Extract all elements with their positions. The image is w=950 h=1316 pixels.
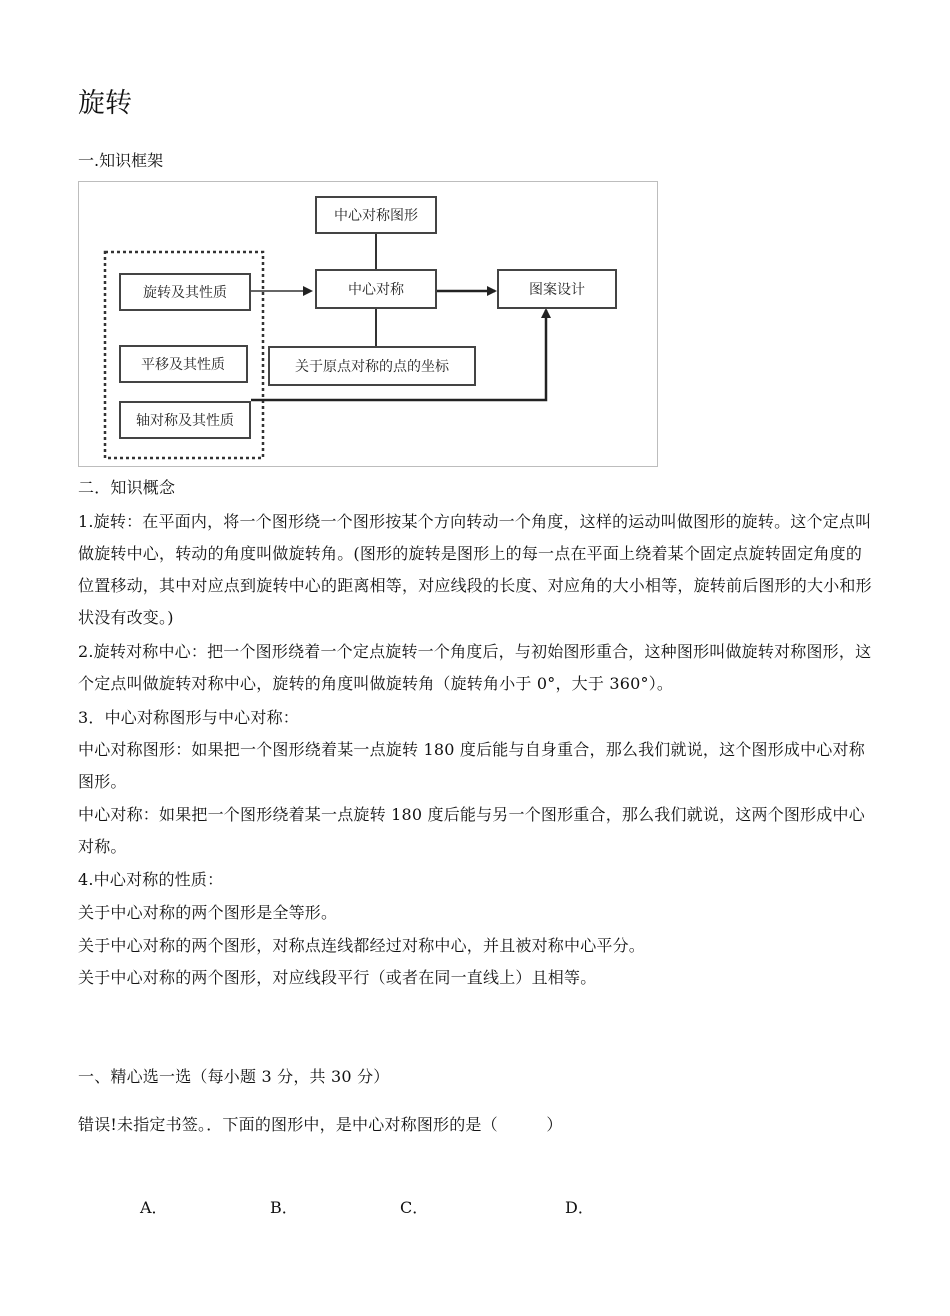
node-center-symmetry	[316, 270, 436, 308]
paragraph-central-symmetry: 中心对称：如果把一个图形绕着某一点旋转 180 度后能与另一个图形重合，那么我们就说，这两个图形成中心对称。	[78, 805, 865, 856]
knowledge-framework-diagram	[78, 181, 658, 467]
exercise-heading: 一、精心选一选（每小题 3 分，共 30 分）	[78, 1067, 390, 1086]
section-heading-concepts: 二．知识概念	[78, 478, 176, 497]
option-d[interactable]: D．	[565, 1198, 594, 1217]
svg-text:中心对称图形: 中心对称图形	[334, 208, 418, 224]
svg-text:图案设计: 图案设计	[529, 282, 585, 298]
paragraph-heading-central-symmetry: 3．中心对称图形与中心对称：	[78, 708, 299, 727]
node-pattern-design	[498, 270, 616, 308]
option-b[interactable]: B．	[270, 1198, 298, 1217]
svg-text:旋转及其性质: 旋转及其性质	[143, 285, 227, 301]
question-1: 错误!未指定书签。．下面的图形中，是中心对称图形的是（ ）	[78, 1115, 563, 1134]
paragraph-heading-properties: 4.中心对称的性质：	[78, 870, 224, 889]
node-origin-symmetric-coordinates	[269, 347, 475, 385]
svg-text:平移及其性质: 平移及其性质	[141, 357, 225, 373]
page-title: 旋转	[78, 88, 132, 119]
paragraph-rotational-symmetry: 2.旋转对称中心：把一个图形绕着一个定点旋转一个角度后，与初始图形重合，这种图形叫做旋转对称图形，这个定点叫做旋转对称中心，旋转的角度叫做旋转角（旋转角小于 0°，大于 360°）。	[78, 642, 872, 693]
node-rotation-properties	[120, 274, 250, 310]
node-center-symmetric-figure	[316, 197, 436, 233]
paragraph-central-symmetric-figure: 中心对称图形：如果把一个图形绕着某一点旋转 180 度后能与自身重合，那么我们就说，这个图形成中心对称图形。	[78, 740, 865, 791]
svg-text:中心对称: 中心对称	[348, 282, 404, 298]
node-axial-symmetry-properties	[120, 402, 250, 438]
property-line-3: 关于中心对称的两个图形，对应线段平行（或者在同一直线上）且相等。	[78, 968, 597, 987]
option-a[interactable]: A．	[140, 1198, 168, 1217]
section-heading-framework: 一.知识框架	[78, 151, 164, 170]
paragraph-rotation-definition: 1.旋转：在平面内，将一个图形绕一个图形按某个方向转动一个角度，这样的运动叫做图形的旋转。这个定点叫做旋转中心，转动的角度叫做旋转角。(图形的旋转是图形上的每一点在平面上绕着某个固定点旋转固定角度的位置移动，其中对应点到旋转中心的距离相等，对应线段的长度、对应角的大小相等，旋转前后图形的大小和形状没有改变。)	[78, 512, 872, 627]
option-c[interactable]: C．	[400, 1198, 429, 1217]
svg-text:轴对称及其性质: 轴对称及其性质	[136, 413, 234, 429]
svg-text:关于原点对称的点的坐标: 关于原点对称的点的坐标	[295, 359, 449, 375]
property-line-2: 关于中心对称的两个图形，对称点连线都经过对称中心，并且被对称中心平分。	[78, 936, 646, 955]
node-translation-properties	[120, 346, 247, 382]
property-line-1: 关于中心对称的两个图形是全等形。	[78, 903, 338, 922]
